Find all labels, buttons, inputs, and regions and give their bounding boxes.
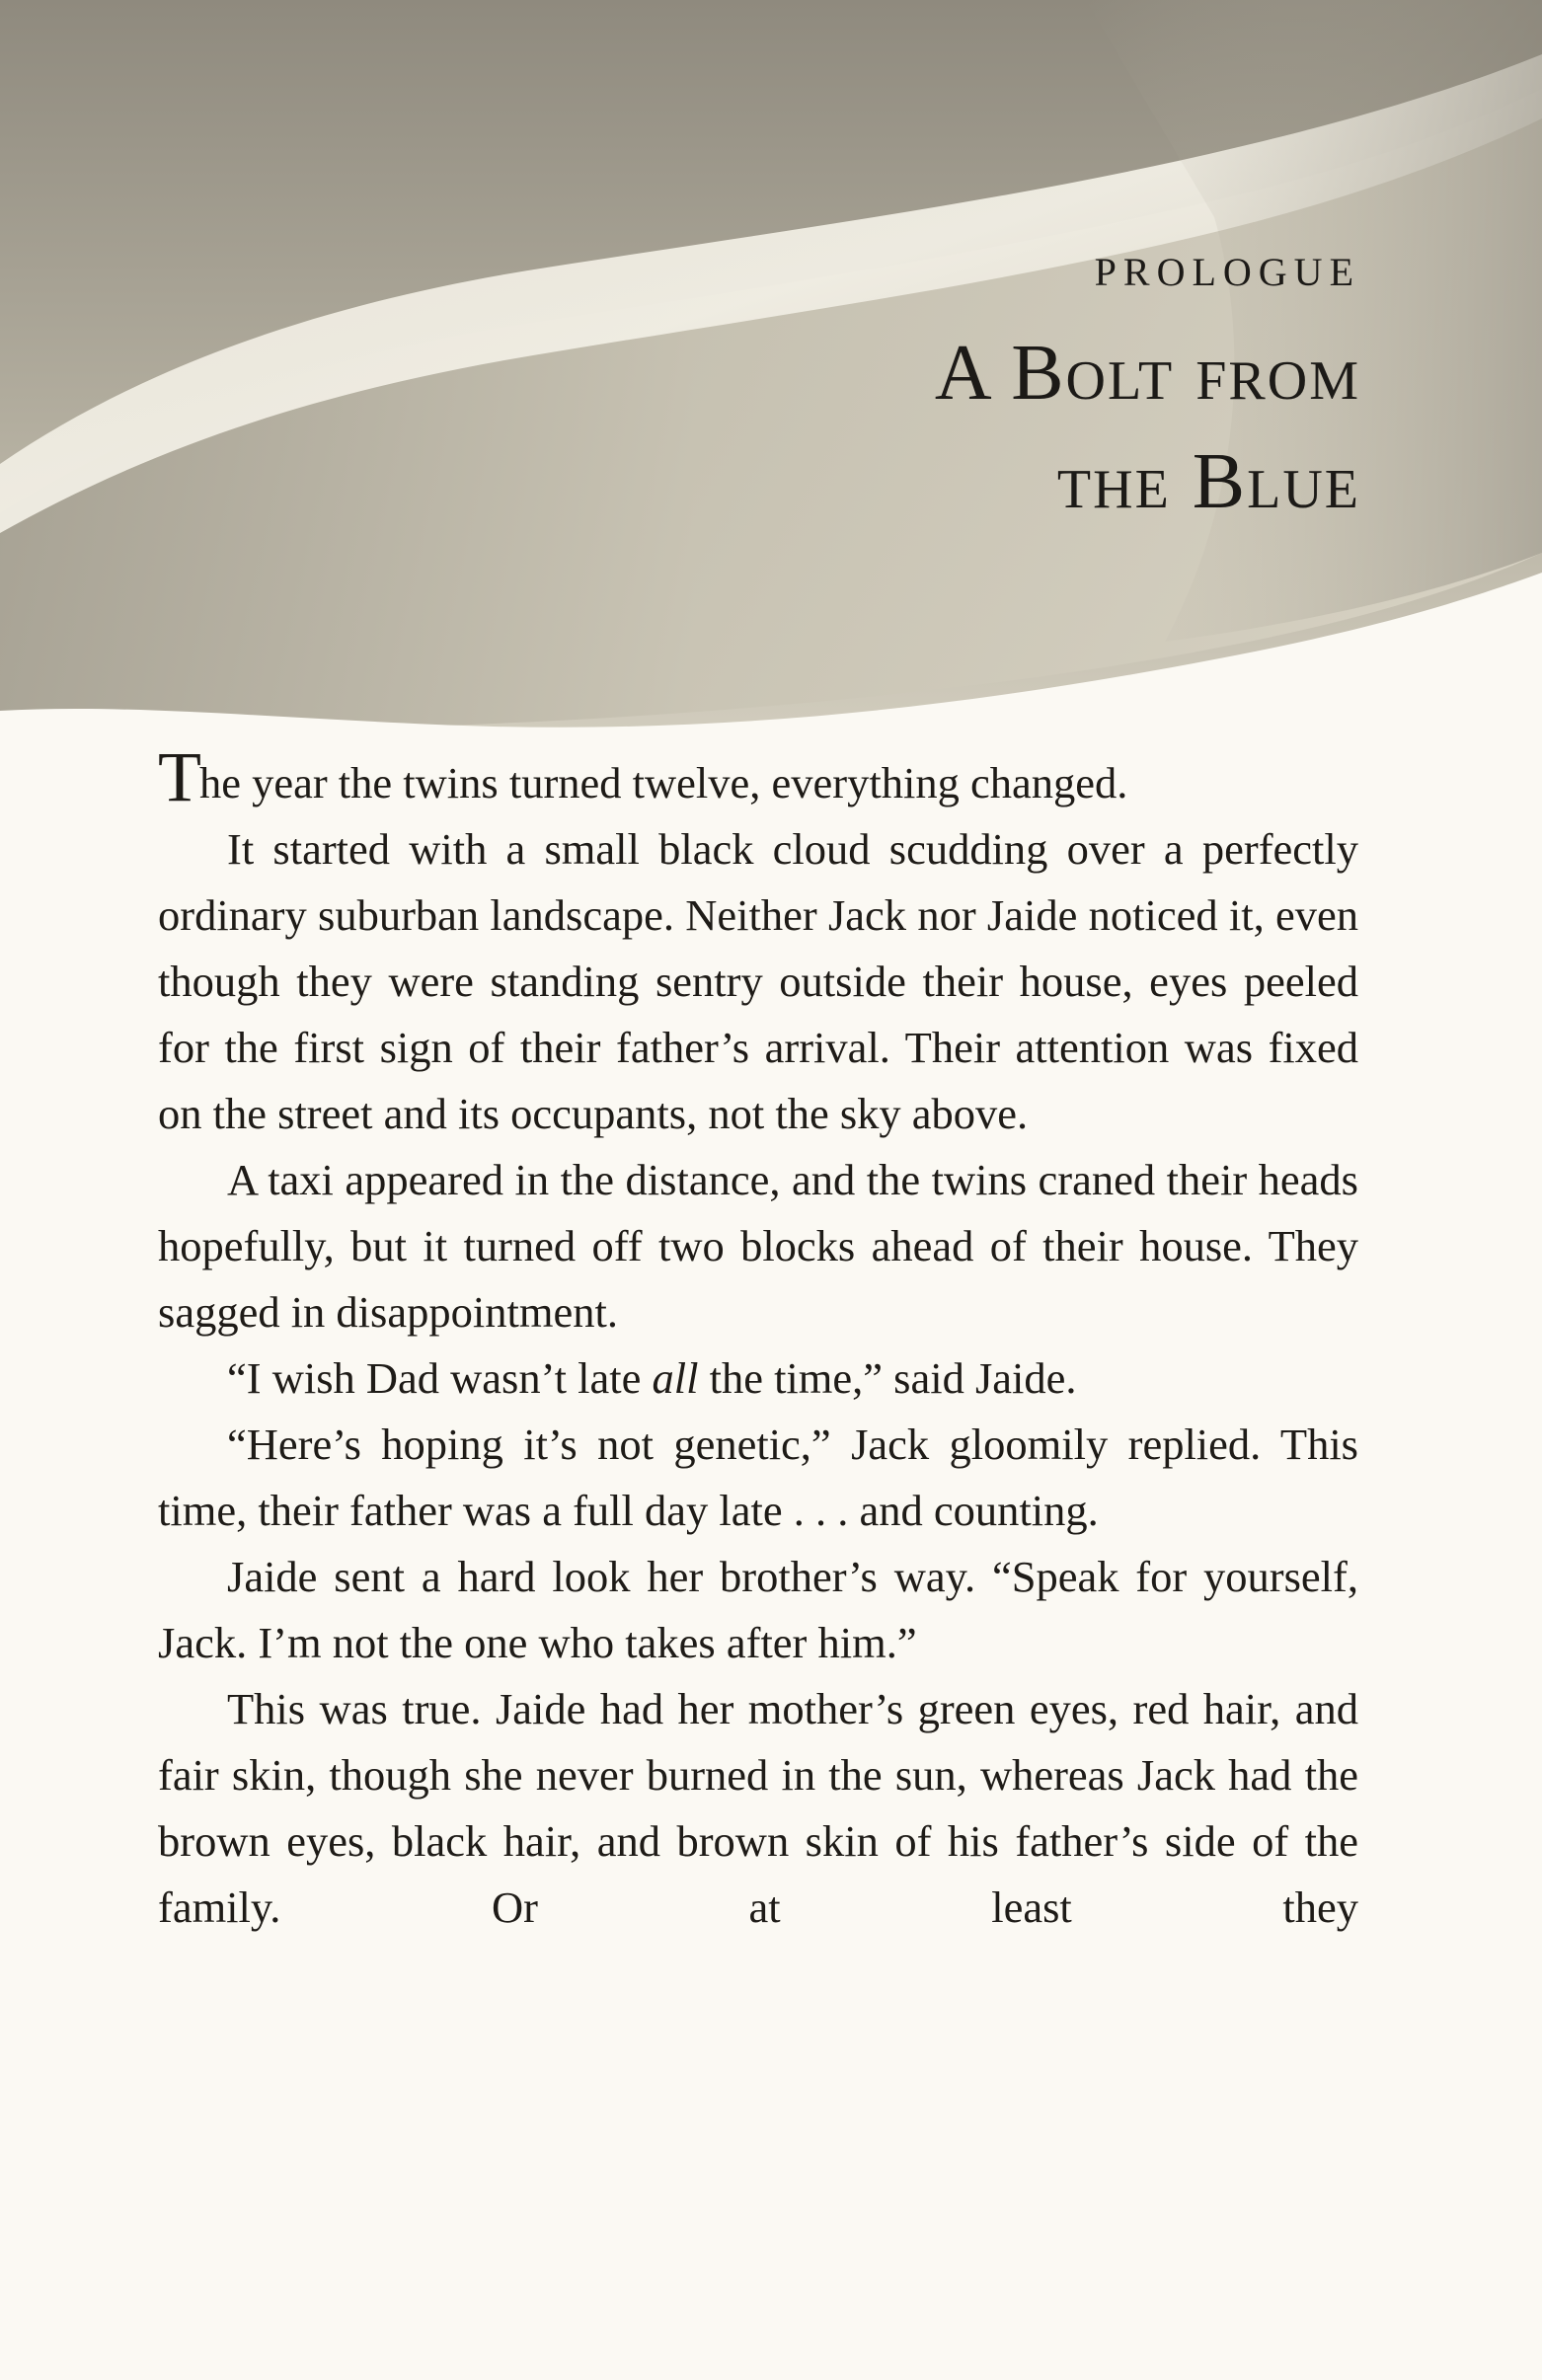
paragraph [158, 737, 1358, 816]
chapter-title-line-1: A Bolt from [934, 330, 1360, 417]
emphasis-text: all [652, 1353, 699, 1403]
paragraph: “Here’s hoping it’s not genetic,” Jack gloomily replied. This time, their father was a full day late . . . and counting. [158, 1420, 1358, 1535]
paragraph: A taxi appeared in the distance, and the twins craned their heads hopefully, but it turned off two blocks ahead of their house. They sagged in disappointment. [158, 1155, 1358, 1337]
paragraph-text: “I wish Dad wasn’t late [227, 1353, 653, 1403]
paragraph: This was true. Jaide had her mother’s green eyes, red hair, and fair skin, though she never burned in the sun, whereas Jack had the brown eyes, black hair, and brown skin of his father’s side of the family. Or at least they [158, 1684, 1358, 1932]
drop-cap: T [158, 737, 201, 816]
chapter-label: PROLOGUE [1094, 250, 1360, 294]
paragraph-text: he year the twins turned twelve, everything changed. [198, 758, 1128, 807]
paragraph [158, 1345, 1358, 1412]
chapter-body [158, 737, 1358, 1941]
paragraph: It started with a small black cloud scudding over a perfectly ordinary suburban landscape. Neither Jack nor Jaide noticed it, even though they were standing sentry outside their house, eyes peeled for the first sign of their father’s arrival. Their attention was fixed on the street and its occupants, not the sky above. [158, 824, 1358, 1138]
chapter-title-line-2: the Blue [1056, 438, 1360, 525]
paragraph-text: the time,” said Jaide. [698, 1353, 1077, 1403]
paragraph: Jaide sent a hard look her brother’s way. “Speak for yourself, Jack. I’m not the one who takes after him.” [158, 1552, 1358, 1667]
